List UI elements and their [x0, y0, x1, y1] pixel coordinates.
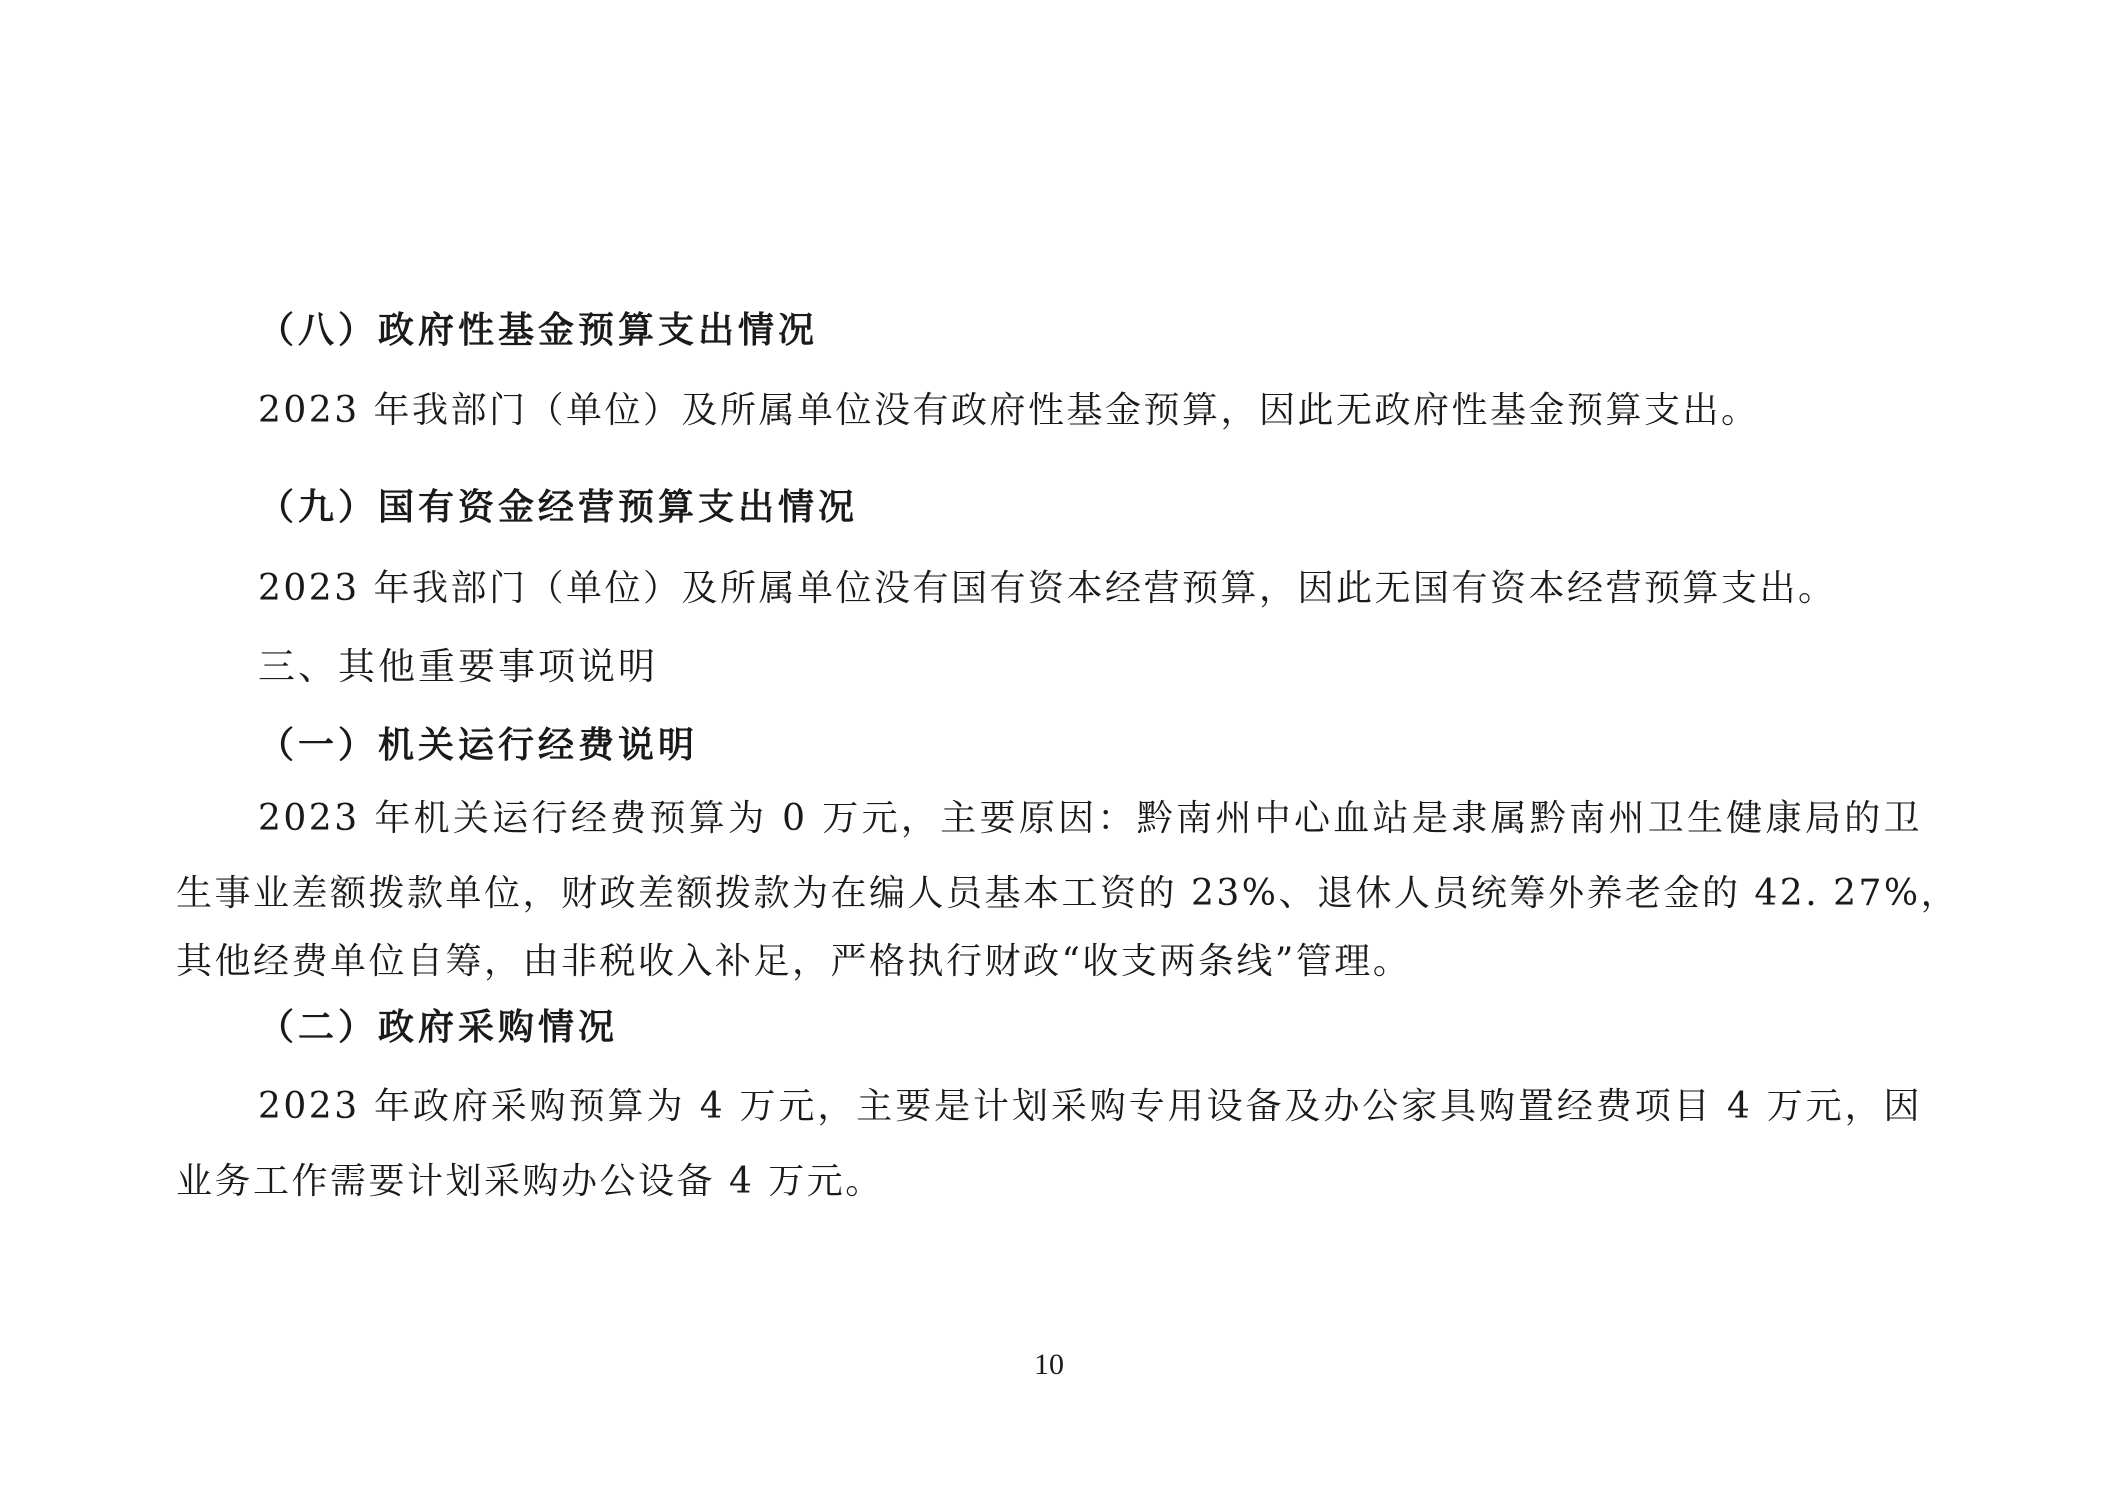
subsection-1-paragraph-line-2: 生事业差额拨款单位，财政差额拨款为在编人员基本工资的 23%、退休人员统筹外养老金的 42. 27%， — [176, 873, 1960, 914]
subsection-2-heading: （二）政府采购情况 — [258, 1007, 619, 1048]
subsection-1-paragraph-line-3: 其他经费单位自筹，由非税收入补足，严格执行财政“收支两条线”管理。 — [176, 941, 1412, 982]
section-9-heading: （九）国有资金经营预算支出情况 — [258, 487, 859, 528]
section-9-body: 2023 年我部门（单位）及所属单位没有国有资本经营预算，因此无国有资本经营预算支出。 — [258, 568, 1837, 609]
section-8-body: 2023 年我部门（单位）及所属单位没有政府性基金预算，因此无政府性基金预算支出。 — [258, 390, 1760, 431]
subsection-2-paragraph-line-1: 2023 年政府采购预算为 4 万元，主要是计划采购专用设备及办公家具购置经费项目 4 万元，因 — [258, 1086, 1922, 1127]
section-8-heading: （八）政府性基金预算支出情况 — [258, 310, 819, 351]
subsection-1-paragraph-line-1: 2023 年机关运行经费预算为 0 万元，主要原因：黔南州中心血站是隶属黔南州卫生健康局的卫 — [258, 798, 1922, 839]
subsection-1-heading: （一）机关运行经费说明 — [258, 725, 699, 766]
page-number: 10 — [1034, 1348, 1064, 1381]
part-3-heading: 三、其他重要事项说明 — [258, 645, 658, 688]
subsection-2-paragraph-line-2: 业务工作需要计划采购办公设备 4 万元。 — [176, 1161, 884, 1202]
